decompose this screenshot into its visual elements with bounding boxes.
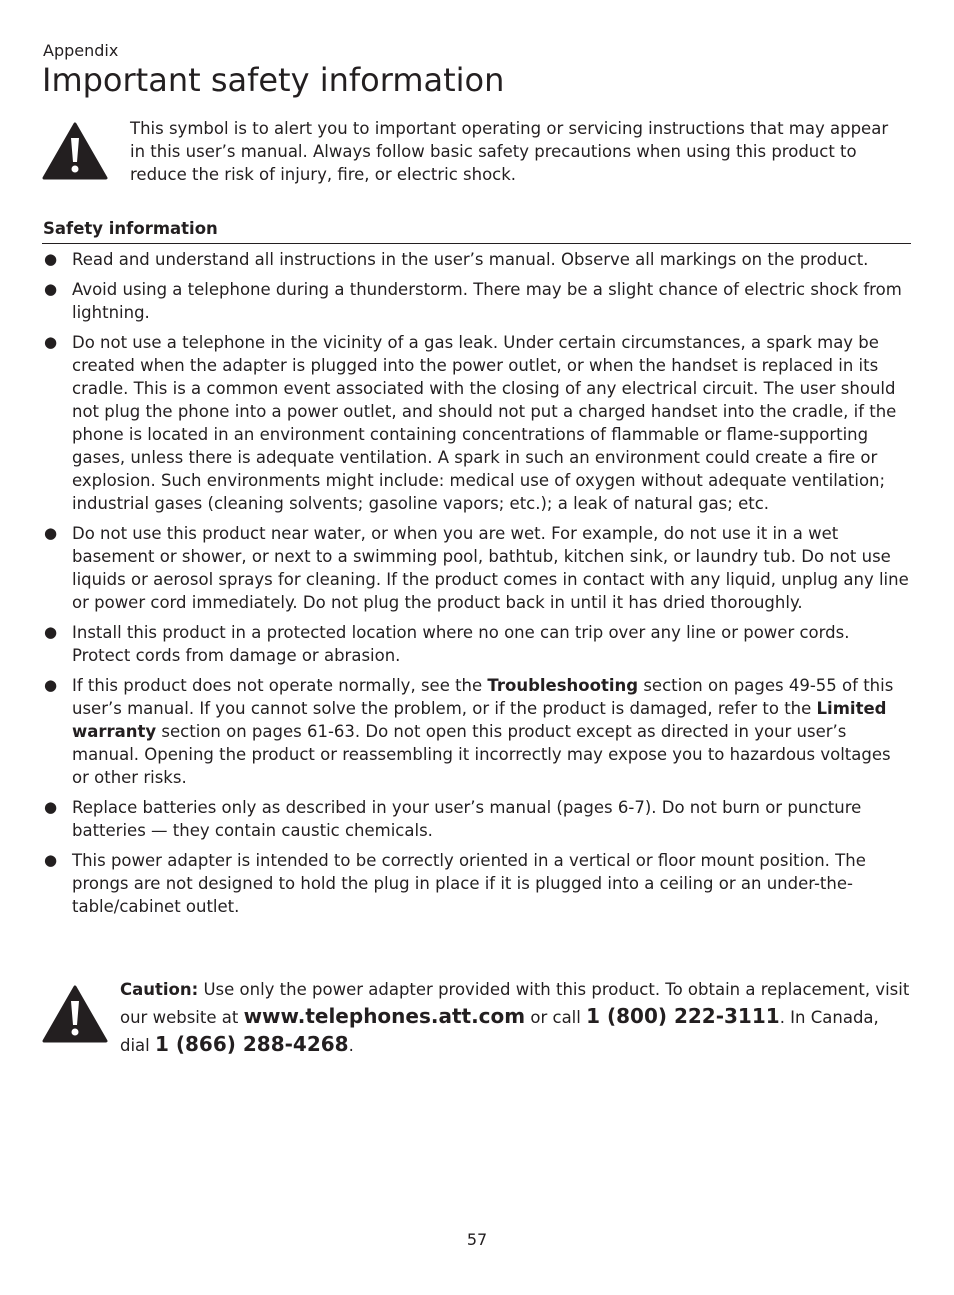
limited-warranty-ref: Limited warranty bbox=[72, 699, 887, 741]
caution-label: Caution: bbox=[120, 980, 199, 999]
section-heading: Safety information bbox=[43, 219, 218, 238]
bullet-icon: ● bbox=[44, 333, 58, 351]
section-label: Appendix bbox=[43, 41, 119, 60]
list-item: ● This power adapter is intended to be correctly oriented in a vertical or floor mount position. The prongs are not designed to hold the plug in place if it is plugged into a ceiling or an under-the-table/cabinet outlet. bbox=[44, 851, 866, 916]
heading-divider bbox=[42, 243, 911, 244]
page-number: 57 bbox=[466, 1230, 488, 1249]
bullet-icon: ● bbox=[44, 524, 58, 542]
bullet-icon: ● bbox=[44, 676, 58, 694]
list-item: ● Read and understand all instructions in the user’s manual. Observe all markings on the product. bbox=[44, 250, 869, 269]
list-item: ● If this product does not operate normally, see the Troubleshooting section on pages 49-55 of this user’s manual. If you cannot solve the problem, or if the product is damaged, refer to the Limited warranty section on pages 61-63. Do not open this product except as directed in your user’s manual. Opening the product or reassembling it incorrectly may expose you to hazardous voltages or other risks. bbox=[44, 676, 894, 787]
bullet-icon: ● bbox=[44, 851, 58, 869]
caution-note: Caution: Use only the power adapter provided with this product. To obtain a replacement, visit our website at www.telephones.att.com or call 1 (800) 222-3111. In Canada, dial 1 (866) 288-4268. bbox=[120, 980, 910, 1056]
bullet-icon: ● bbox=[44, 623, 58, 641]
list-item: ● Install this product in a protected location where no one can trip over any line or power cords. Protect cords from damage or abrasion. bbox=[44, 623, 850, 665]
bullet-icon: ● bbox=[44, 250, 58, 268]
list-item: ● Do not use this product near water, or when you are wet. For example, do not use it in a wet basement or shower, or next to a swimming pool, bathtub, kitchen sink, or laundry tub. Do not use liquids or aerosol sprays for cleaning. If the product comes in contact with any liquid, unplug any line or power cord immediately. Do not plug the product back in until it has dried thoroughly. bbox=[44, 524, 909, 612]
safety-list bbox=[43, 248, 911, 925]
list-item: ● Replace batteries only as described in your user’s manual (pages 6-7). Do not burn or puncture batteries — they contain caustic chemicals. bbox=[44, 798, 862, 840]
warning-triangle-icon bbox=[42, 122, 108, 180]
list-item: ● Do not use a telephone in the vicinity of a gas leak. Under certain circumstances, a spark may be created when the adapter is plugged into the power outlet, or when the handset is replaced in its cradle. This is a common event associated with the closing of any electrical circuit. The user should not plug the phone into a power outlet, and should not put a charged handset into the cradle, if the phone is located in an environment containing concentrations of flammable or flame-supporting gases, unless there is adequate ventilation. A spark in such an environment could create a fire or explosion. Such environments might include: medical use of oxygen without adequate ventilation; industrial gases (cleaning solvents; gasoline vapors; etc.); a leak of natural gas; etc. bbox=[44, 333, 897, 513]
page-title: Important safety information bbox=[42, 61, 505, 99]
bullet-icon: ● bbox=[44, 798, 58, 816]
warning-triangle-icon bbox=[42, 985, 108, 1043]
troubleshooting-ref: Troubleshooting bbox=[487, 676, 639, 695]
phone-us: 1 (800) 222-3111 bbox=[586, 1004, 780, 1028]
website-link[interactable]: www.telephones.att.com bbox=[243, 1004, 526, 1028]
phone-canada: 1 (866) 288-4268 bbox=[155, 1032, 349, 1056]
list-item: ● Avoid using a telephone during a thunderstorm. There may be a slight chance of electric shock from lightning. bbox=[44, 280, 902, 322]
intro-text: This symbol is to alert you to important operating or servicing instructions that may appear in this user’s manual. Always follow basic safety precautions when using this product to reduce the risk of injury, fire, or electric shock. bbox=[130, 119, 889, 184]
bullet-icon: ● bbox=[44, 280, 58, 298]
